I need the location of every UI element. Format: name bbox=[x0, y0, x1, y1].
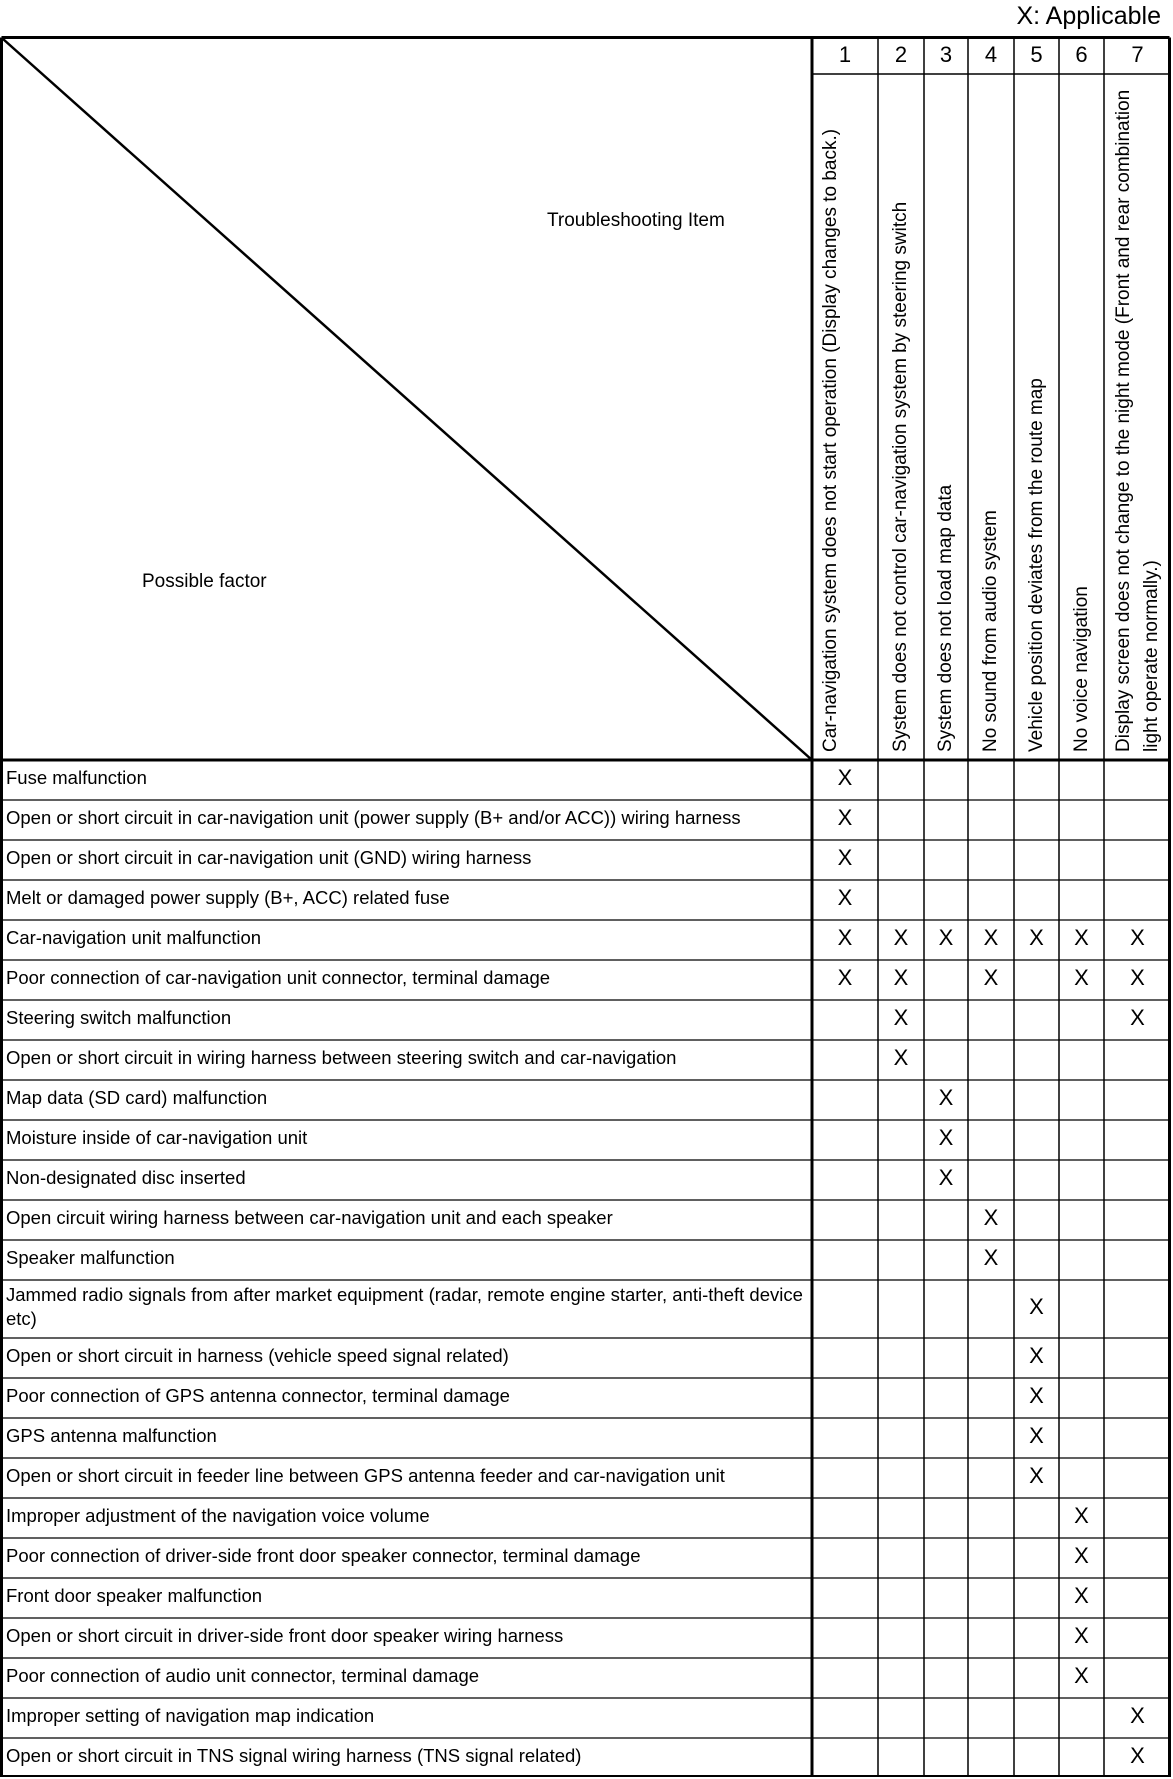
possible-factor-cell: Open or short circuit in car-navigation unit (power supply (B+ and/or ACC)) wiring harness bbox=[6, 807, 741, 828]
applicable-mark: X bbox=[1074, 965, 1089, 990]
table-row bbox=[0, 1120, 1171, 1160]
table-row bbox=[0, 1378, 1171, 1418]
applicable-mark: X bbox=[983, 965, 999, 990]
applicable-mark: X bbox=[837, 765, 853, 790]
column-number-5: 5 bbox=[1030, 42, 1043, 67]
possible-factor-cell: Steering switch malfunction bbox=[6, 1007, 232, 1028]
column-label-1: Car-navigation system does not start operation (Display changes to back.) bbox=[820, 128, 841, 752]
possible-factor-cell: Open or short circuit in driver-side front door speaker wiring harness bbox=[6, 1625, 564, 1646]
column-number-1: 1 bbox=[838, 42, 852, 67]
applicable-mark: X bbox=[1029, 1383, 1044, 1408]
table-row bbox=[0, 1658, 1171, 1698]
applicable-mark: X bbox=[938, 1085, 954, 1110]
column-label-7: Display screen does not change to the night mode (Front and rear combination light operate normally.) bbox=[1112, 89, 1162, 752]
possible-factor-cell: Open or short circuit in harness (vehicle speed signal related) bbox=[6, 1345, 509, 1366]
applicable-mark: X bbox=[893, 1045, 909, 1070]
table-row bbox=[0, 1338, 1171, 1378]
applicable-mark: X bbox=[1074, 1623, 1089, 1648]
column-label-2: System does not control car-navigation system by steering switch bbox=[890, 201, 911, 752]
possible-factor-cell: Melt or damaged power supply (B+, ACC) related fuse bbox=[6, 887, 450, 908]
column-number-3: 3 bbox=[939, 42, 953, 67]
applicable-mark: X bbox=[1029, 1423, 1044, 1448]
applicable-mark: X bbox=[893, 965, 909, 990]
possible-factor-heading: Possible factor bbox=[142, 571, 267, 592]
table-row bbox=[0, 960, 1171, 1000]
applicable-mark: X bbox=[837, 845, 853, 870]
possible-factor-cell: Poor connection of GPS antenna connector, terminal damage bbox=[6, 1385, 510, 1406]
applicable-mark: X bbox=[983, 1205, 999, 1230]
possible-factor-cell: Poor connection of audio unit connector, terminal damage bbox=[6, 1665, 480, 1686]
table-row bbox=[0, 1698, 1171, 1738]
applicable-mark: X bbox=[1074, 925, 1089, 950]
table-row bbox=[0, 920, 1171, 960]
table-row bbox=[0, 1240, 1171, 1280]
table-row bbox=[0, 1618, 1171, 1658]
applicable-mark: X bbox=[1130, 965, 1145, 990]
table-row bbox=[0, 1200, 1171, 1240]
possible-factor-cell: Improper adjustment of the navigation voice volume bbox=[6, 1505, 430, 1526]
applicable-mark: X bbox=[1029, 1343, 1044, 1368]
table-row bbox=[0, 1458, 1171, 1498]
troubleshooting-table bbox=[0, 36, 1171, 1777]
header-diagonal bbox=[3, 39, 812, 760]
troubleshooting-item-heading: Troubleshooting Item bbox=[547, 210, 725, 231]
column-label-5: Vehicle position deviates from the route map bbox=[1025, 378, 1047, 752]
applicable-mark: X bbox=[1029, 1463, 1044, 1488]
column-number-2: 2 bbox=[894, 42, 908, 67]
applicable-mark: X bbox=[983, 1245, 999, 1270]
possible-factor-cell: Poor connection of driver-side front door speaker connector, terminal damage bbox=[6, 1545, 641, 1566]
applicable-mark: X bbox=[837, 965, 853, 990]
table-row bbox=[0, 1040, 1171, 1080]
applicable-mark: X bbox=[1074, 1503, 1089, 1528]
column-number-7: 7 bbox=[1131, 42, 1144, 67]
table-row bbox=[0, 1000, 1171, 1040]
applicable-mark: X bbox=[1074, 1583, 1089, 1608]
table-row bbox=[0, 1418, 1171, 1458]
applicable-mark: X bbox=[983, 925, 999, 950]
possible-factor-cell: Moisture inside of car-navigation unit bbox=[6, 1127, 308, 1148]
applicable-mark: X bbox=[1130, 1703, 1145, 1728]
column-label-6: No voice navigation bbox=[1070, 586, 1092, 752]
possible-factor-cell: Jammed radio signals from after market equipment (radar, remote engine starter, anti-theft device etc) bbox=[6, 1284, 803, 1329]
column-number-4: 4 bbox=[984, 42, 998, 67]
column-label-3: System does not load map data bbox=[935, 484, 956, 752]
applicable-mark: X bbox=[893, 1005, 909, 1030]
table-row bbox=[0, 1160, 1171, 1200]
possible-factor-cell: Open or short circuit in TNS signal wiring harness (TNS signal related) bbox=[6, 1745, 582, 1766]
table-row bbox=[0, 760, 1171, 800]
table-row bbox=[0, 1280, 1171, 1338]
column-number-6: 6 bbox=[1075, 42, 1088, 67]
legend: X: Applicable bbox=[1016, 2, 1161, 30]
possible-factor-cell: GPS antenna malfunction bbox=[6, 1425, 217, 1446]
table-row bbox=[0, 800, 1171, 840]
column-label-4: No sound from audio system bbox=[980, 510, 1001, 752]
possible-factor-cell: Improper setting of navigation map indication bbox=[6, 1705, 375, 1726]
table-row bbox=[0, 1538, 1171, 1578]
possible-factor-cell: Front door speaker malfunction bbox=[6, 1585, 263, 1606]
possible-factor-cell: Open or short circuit in feeder line between GPS antenna feeder and car-navigation unit bbox=[6, 1465, 725, 1486]
applicable-mark: X bbox=[837, 805, 853, 830]
applicable-mark: X bbox=[938, 1125, 954, 1150]
possible-factor-cell: Car-navigation unit malfunction bbox=[6, 927, 262, 948]
applicable-mark: X bbox=[1074, 1663, 1089, 1688]
applicable-mark: X bbox=[837, 885, 853, 910]
table-row bbox=[0, 1498, 1171, 1538]
table-row bbox=[0, 1080, 1171, 1120]
applicable-mark: X bbox=[1130, 925, 1145, 950]
possible-factor-cell: Open or short circuit in wiring harness between steering switch and car-navigation bbox=[6, 1047, 677, 1068]
possible-factor-cell: Fuse malfunction bbox=[6, 767, 147, 788]
applicable-mark: X bbox=[837, 925, 853, 950]
possible-factor-cell: Poor connection of car-navigation unit connector, terminal damage bbox=[6, 967, 551, 988]
applicable-mark: X bbox=[893, 925, 909, 950]
applicable-mark: X bbox=[1130, 1743, 1145, 1768]
possible-factor-cell: Open or short circuit in car-navigation unit (GND) wiring harness bbox=[6, 847, 532, 868]
possible-factor-cell: Open circuit wiring harness between car-navigation unit and each speaker bbox=[6, 1207, 613, 1228]
applicable-mark: X bbox=[938, 925, 954, 950]
possible-factor-cell: Speaker malfunction bbox=[6, 1247, 175, 1268]
applicable-mark: X bbox=[1029, 925, 1044, 950]
table-row bbox=[0, 1578, 1171, 1618]
applicable-mark: X bbox=[938, 1165, 954, 1190]
table-row bbox=[0, 840, 1171, 880]
possible-factor-cell: Non-designated disc inserted bbox=[6, 1167, 246, 1188]
possible-factor-cell: Map data (SD card) malfunction bbox=[6, 1087, 268, 1108]
applicable-mark: X bbox=[1130, 1005, 1145, 1030]
table-row bbox=[0, 880, 1171, 920]
table-row bbox=[0, 1738, 1171, 1778]
applicable-mark: X bbox=[1074, 1543, 1089, 1568]
applicable-mark: X bbox=[1029, 1294, 1044, 1319]
